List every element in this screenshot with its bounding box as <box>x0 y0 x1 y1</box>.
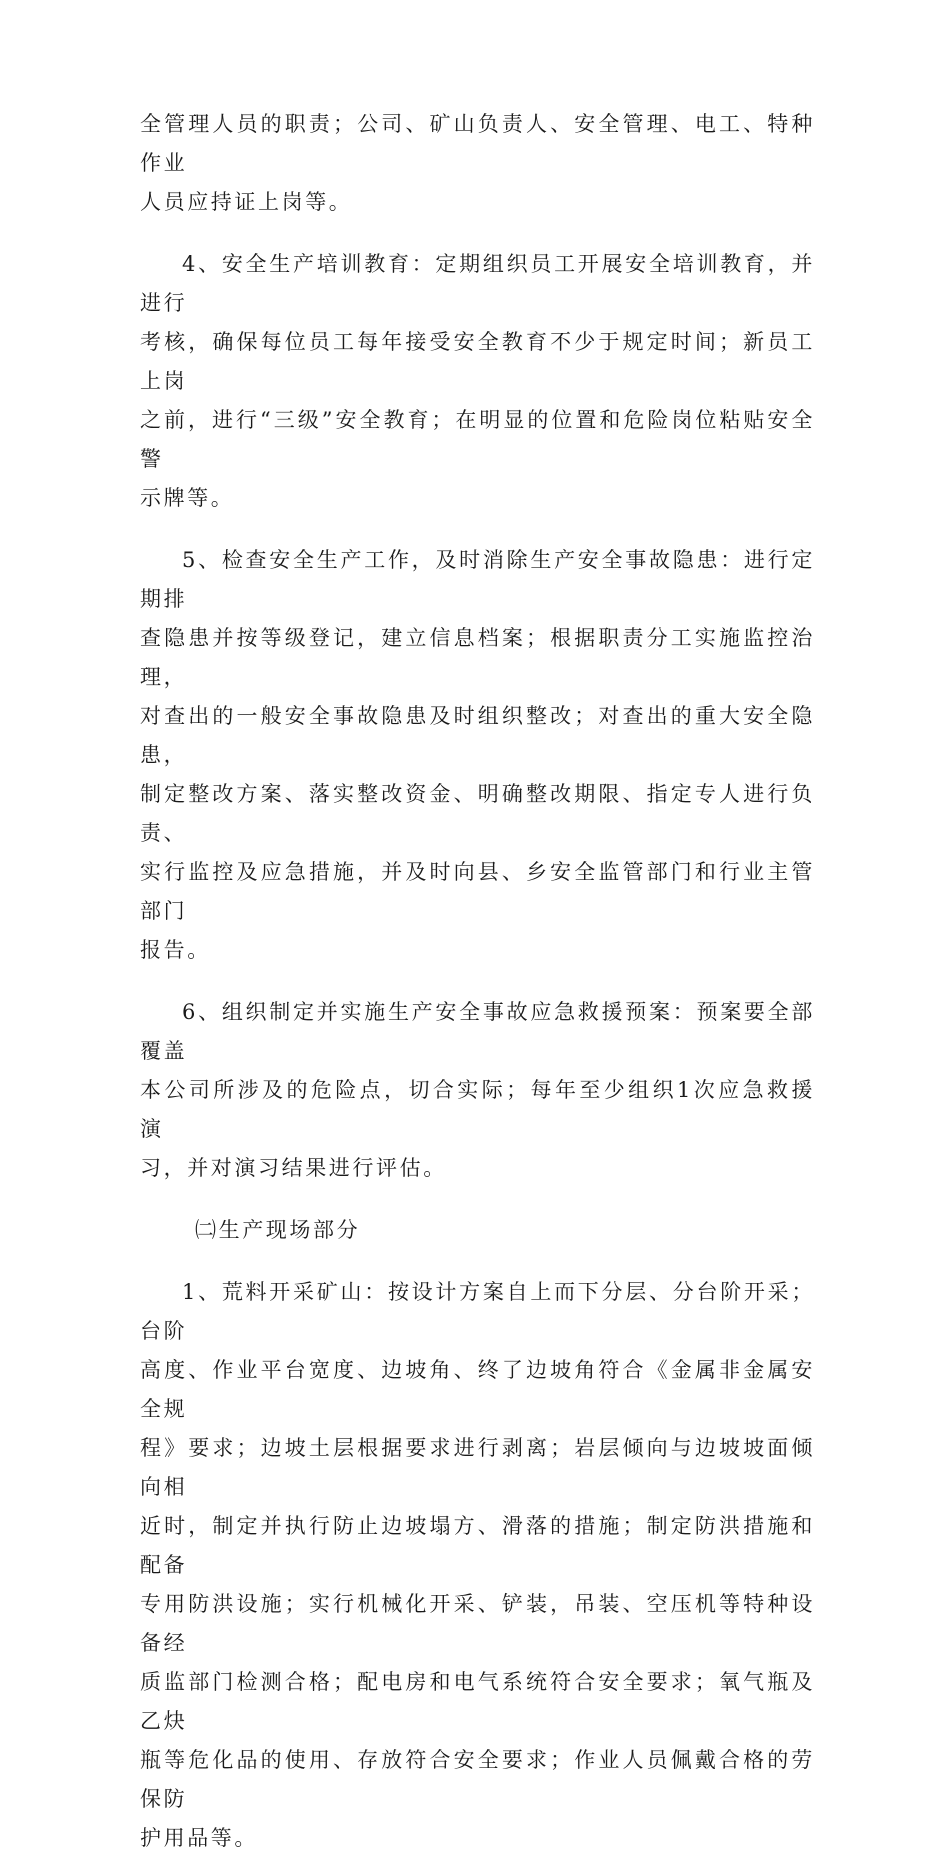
text-line: 考核，确保每位员工每年接受安全教育不少于规定时间；新员工上岗 <box>140 330 815 393</box>
text-line: 专用防洪设施；实行机械化开采、铲装，吊装、空压机等特种设备经 <box>140 1592 815 1655</box>
text-line: 对查出的一般安全事故隐患及时组织整改；对查出的重大安全隐患， <box>140 704 815 767</box>
text-line: 近时，制定并执行防止边坡塌方、滑落的措施；制定防洪措施和配备 <box>140 1514 815 1577</box>
text-line: 实行监控及应急措施，并及时向县、乡安全监管部门和行业主管部门 <box>140 860 815 923</box>
text-line: 人员应持证上岗等。 <box>140 190 353 214</box>
text-line: 4、安全生产培训教育：定期组织员工开展安全培训教育，并进行 <box>140 252 815 315</box>
section-heading-text: ㈡生产现场部分 <box>195 1218 361 1242</box>
document-body <box>140 105 815 1858</box>
text-line: 之前，进行“三级”安全教育；在明显的位置和危险岗位粘贴安全警 <box>140 408 815 471</box>
text-line: 6、组织制定并实施生产安全事故应急救援预案：预案要全部覆盖 <box>140 1000 815 1063</box>
text-line: 质监部门检测合格；配电房和电气系统符合安全要求；氧气瓶及乙炔 <box>140 1670 815 1733</box>
text-line: 本公司所涉及的危险点，切合实际；每年至少组织1次应急救援演 <box>140 1078 815 1141</box>
text-line: 全管理人员的职责；公司、矿山负责人、安全管理、电工、特种作业 <box>140 112 815 175</box>
text-line: 瓶等危化品的使用、存放符合安全要求；作业人员佩戴合格的劳保防 <box>140 1748 815 1811</box>
section-heading-production-site <box>140 1211 815 1250</box>
text-line: 高度、作业平台宽度、边坡角、终了边坡角符合《金属非金属安全规 <box>140 1358 815 1421</box>
text-line: 习，并对演习结果进行评估。 <box>140 1156 447 1180</box>
text-line: 程》要求；边坡土层根据要求进行剥离；岩层倾向与边坡坡面倾向相 <box>140 1436 815 1499</box>
text-line: 示牌等。 <box>140 486 235 510</box>
text-line: 报告。 <box>140 938 211 962</box>
text-line: 5、检查安全生产工作，及时消除生产安全事故隐患：进行定期排 <box>140 548 815 611</box>
paragraph-duties-continued <box>140 105 815 222</box>
text-line: 查隐患并按等级登记，建立信息档案；根据职责分工实施监控治理， <box>140 626 815 689</box>
text-line: 1、荒料开采矿山：按设计方案自上而下分层、分台阶开采；台阶 <box>140 1280 815 1343</box>
text-line: 护用品等。 <box>140 1826 258 1850</box>
text-line: 制定整改方案、落实整改资金、明确整改期限、指定专人进行负责、 <box>140 782 815 845</box>
paragraph-emergency-plan <box>140 993 815 1188</box>
paragraph-hazard-inspection <box>140 541 815 970</box>
paragraph-quarry-mining <box>140 1273 815 1858</box>
paragraph-safety-training <box>140 245 815 518</box>
